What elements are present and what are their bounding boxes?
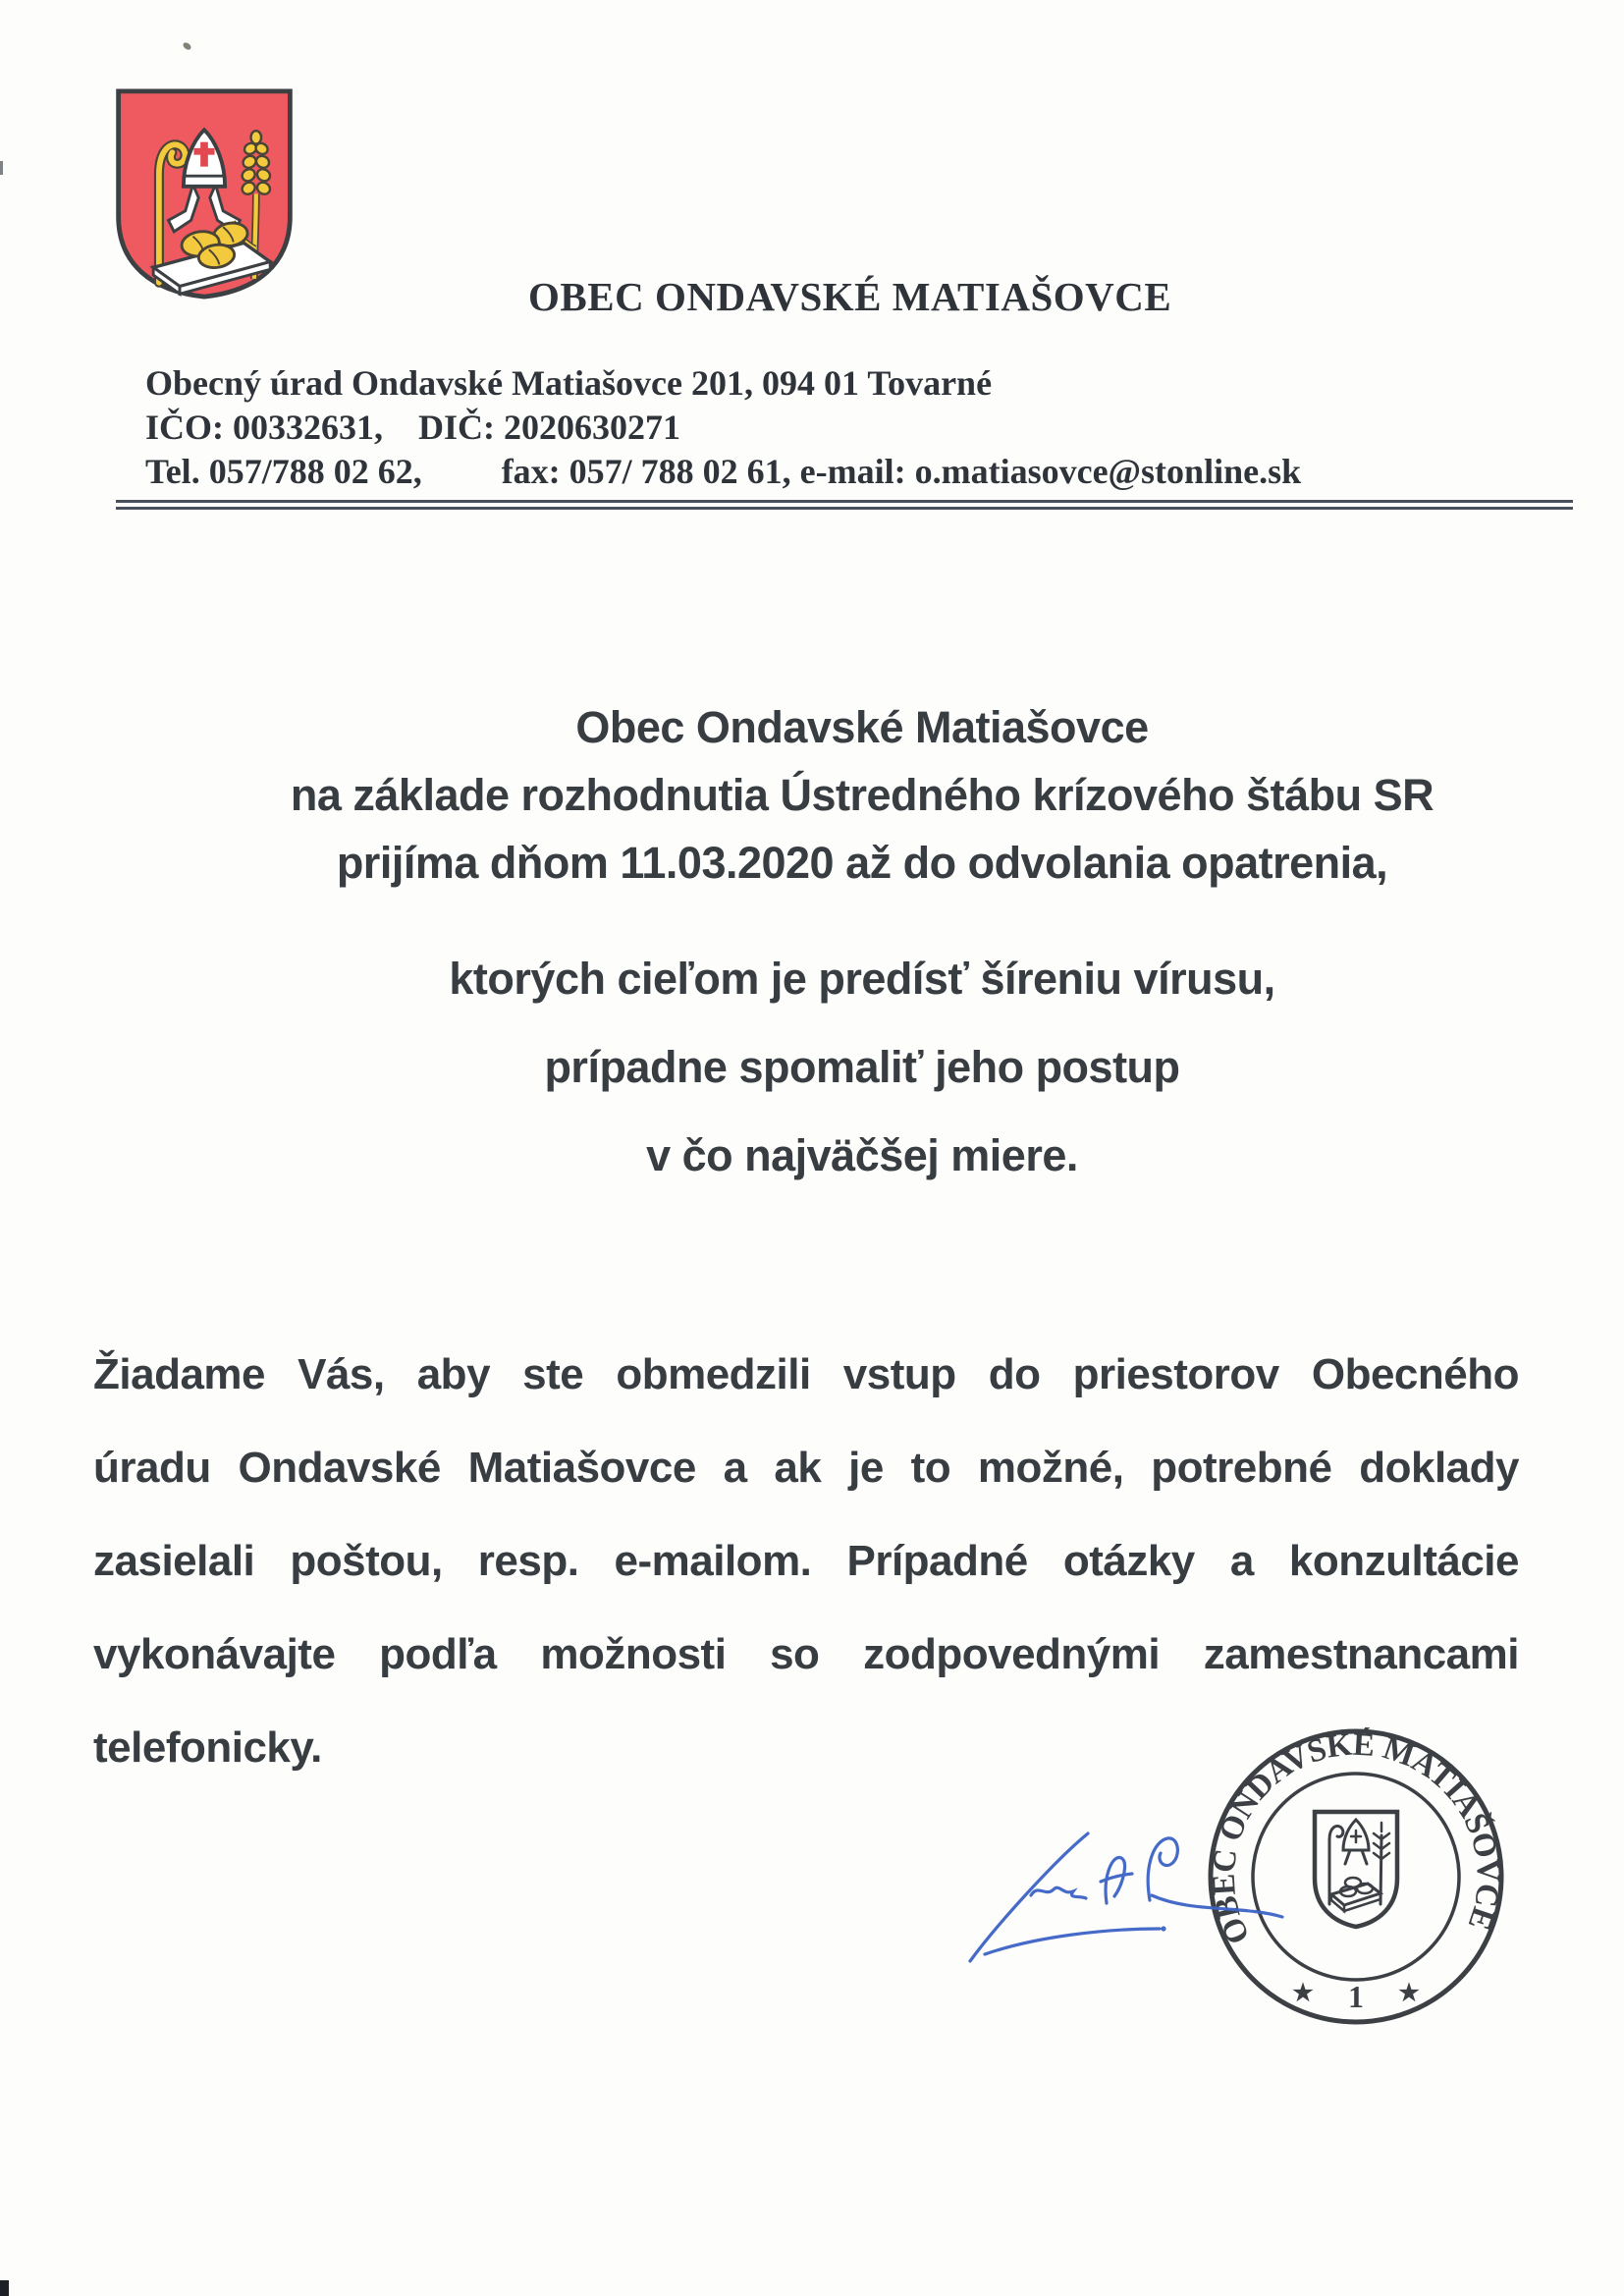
seal-ring-text: OBEC ONDAVSKÉ MATIAŠOVCE — [1206, 1726, 1506, 1949]
request-paragraph — [93, 1328, 1519, 1794]
address-line-ico-dic: IČO: 00332631, DIČ: 2020630271 — [145, 408, 680, 447]
paragraph-line: Žiadame Vás, aby ste obmedzili vstup do priestorov Obecného — [93, 1350, 1519, 1398]
announcement-intro — [100, 693, 1624, 897]
address-line-tel-fax-email: Tel. 057/788 02 62, fax: 057/ 788 02 61, e-mail: o.matiasovce@stonline.sk — [145, 452, 1302, 491]
seal-star-left: ★ — [1292, 1981, 1314, 2006]
page-title: OBEC ONDAVSKÉ MATIAŠOVCE — [528, 274, 1172, 319]
seal-number: 1 — [1348, 1979, 1364, 2014]
announcement-goal — [100, 935, 1624, 1200]
paragraph-line: úradu Ondavské Matiašovce a ak je to možné, potrebné doklady — [93, 1444, 1519, 1492]
announcement-line: Obec Ondavské Matiašovce — [575, 702, 1149, 752]
municipal-coat-of-arms-icon — [110, 82, 298, 304]
announcement-line: v čo najväčšej miere. — [646, 1130, 1078, 1180]
announcement-line: ktorých cieľom je predísť šíreniu vírusu, — [449, 954, 1275, 1004]
scan-edge-mark — [0, 161, 3, 175]
paragraph-line: zasielali poštou, resp. e-mailom. Prípadné otázky a konzultácie — [93, 1537, 1519, 1585]
handwritten-signature-icon — [957, 1797, 1296, 1979]
address-block — [145, 361, 1301, 494]
scan-corner-mark — [0, 2280, 9, 2296]
header-divider — [116, 500, 1573, 510]
scan-speck — [182, 41, 192, 51]
seal-star-right: ★ — [1398, 1981, 1420, 2006]
paragraph-line: vykonávajte podľa možnosti so zodpovednými zamestnancami — [93, 1630, 1519, 1678]
paragraph-line: telefonicky. — [93, 1723, 322, 1772]
announcement-line: prípadne spomaliť jeho postup — [544, 1042, 1180, 1092]
announcement-line: prijíma dňom 11.03.2020 až do odvolania opatrenia, — [336, 838, 1388, 888]
announcement-line: na základe rozhodnutia Ústredného krízového štábu SR — [290, 770, 1435, 820]
address-line-street: Obecný úrad Ondavské Matiašovce 201, 094 01 Tovarné — [145, 363, 993, 403]
seal-shield — [1315, 1812, 1397, 1927]
